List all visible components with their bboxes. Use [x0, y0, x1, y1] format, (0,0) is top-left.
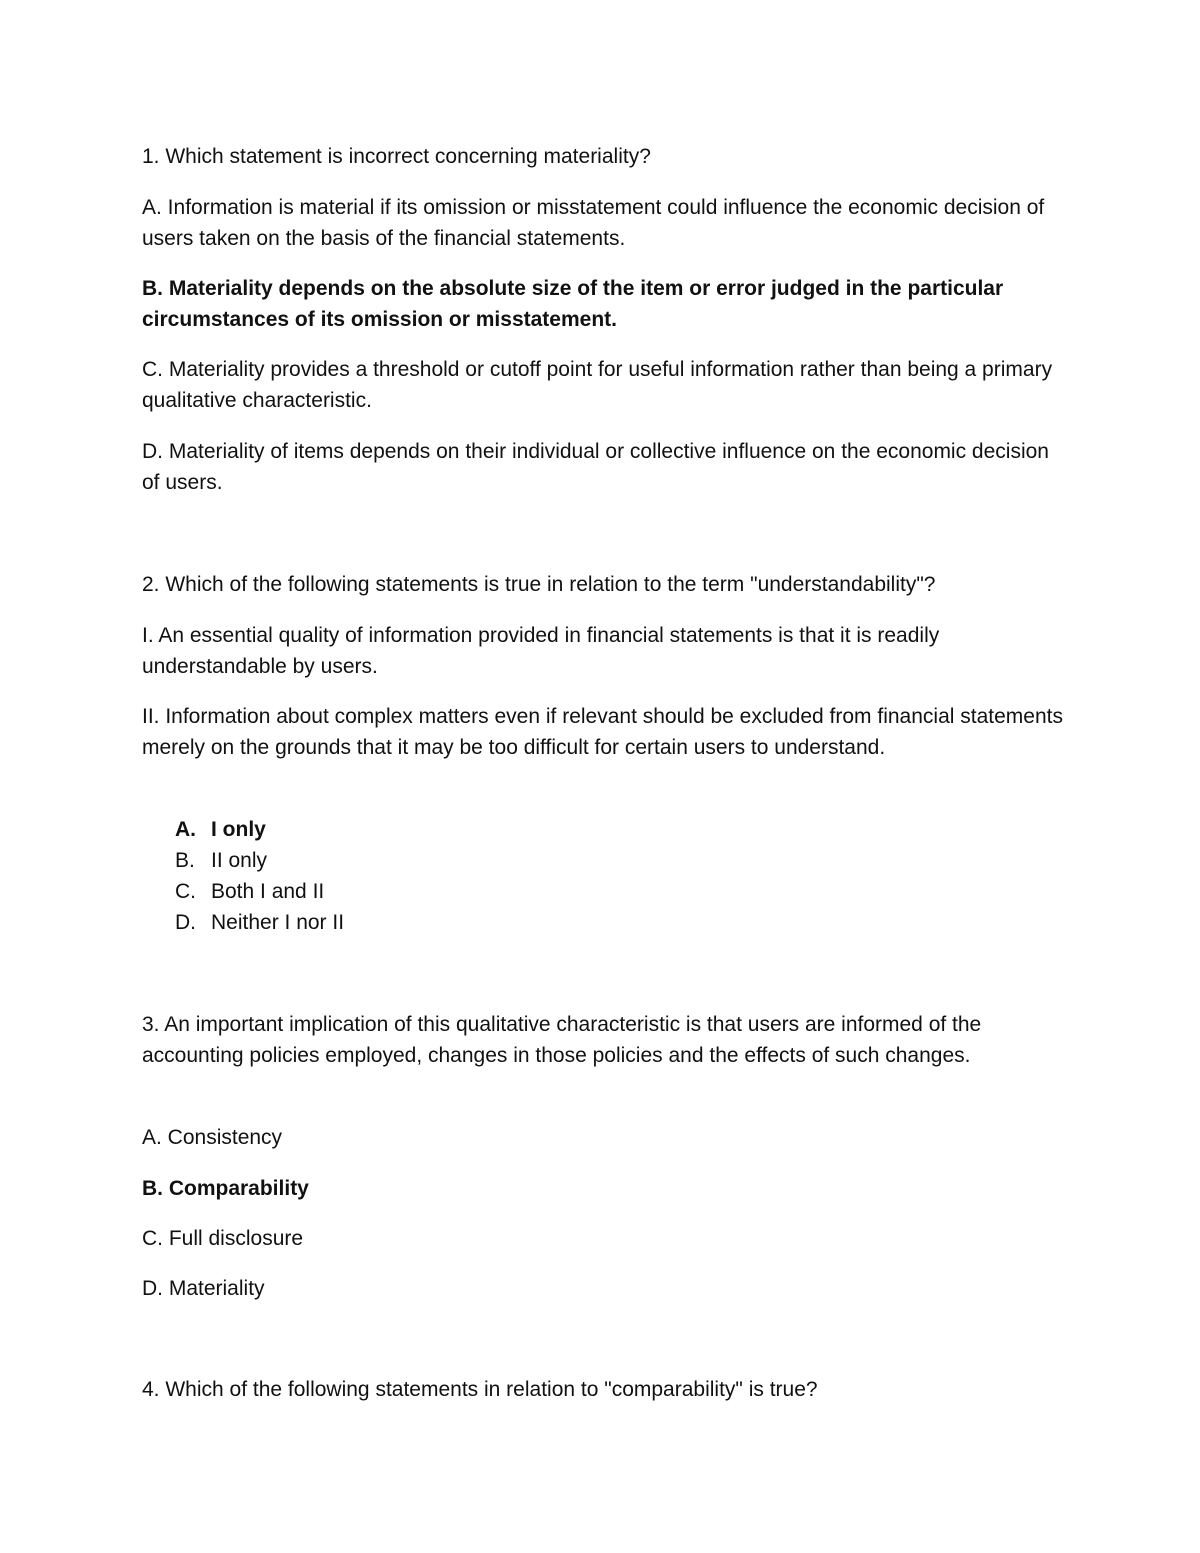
question-2-option-a-answer: [175, 814, 266, 845]
question-3-option-a: A. Consistency: [142, 1126, 283, 1149]
question-3-option-b-answer: B. Comparability: [142, 1177, 309, 1200]
question-3-option-d: D. Materiality: [142, 1277, 265, 1300]
question-2-statement-1: I. An essential quality of information provided in financial statements is that it is readily understandable by users.: [142, 624, 940, 678]
question-1-stem: 1. Which statement is incorrect concerning materiality?: [142, 145, 651, 168]
question-2-option-d: [175, 907, 344, 938]
question-2-statement-2: II. Information about complex matters even if relevant should be excluded from financial statements merely on the grounds that it may be too difficult for certain users to understand.: [142, 705, 1063, 759]
question-2-stem: 2. Which of the following statements is true in relation to the term "understandability"?: [142, 573, 936, 596]
option-text: Neither I nor II: [211, 911, 345, 934]
question-4-stem: 4. Which of the following statements in relation to "comparability" is true?: [142, 1378, 818, 1401]
option-text: II only: [211, 849, 268, 872]
option-letter: A.: [175, 818, 196, 841]
option-letter: C.: [175, 880, 196, 903]
option-letter: D.: [175, 911, 196, 934]
question-1-option-a: A. Information is material if its omission or misstatement could influence the economic decision of users taken on the basis of the financial statements.: [142, 196, 1045, 250]
question-1-option-c: C. Materiality provides a threshold or cutoff point for useful information rather than being a primary qualitative characteristic.: [142, 358, 1053, 412]
question-2-option-c: [175, 876, 324, 907]
question-1-option-d: D. Materiality of items depends on their individual or collective influence on the economic decision of users.: [142, 440, 1049, 494]
question-1-option-b-answer: B. Materiality depends on the absolute size of the item or error judged in the particular circumstances of its omission or misstatement.: [142, 277, 1004, 331]
option-letter: B.: [175, 849, 195, 872]
question-2-option-b: [175, 845, 267, 876]
question-3-stem: 3. An important implication of this qualitative characteristic is that users are informed of the accounting policies employed, changes in those policies and the effects of such changes.: [142, 1013, 982, 1067]
question-3-option-c: C. Full disclosure: [142, 1227, 304, 1250]
option-text: I only: [211, 818, 266, 841]
option-text: Both I and II: [211, 880, 325, 903]
